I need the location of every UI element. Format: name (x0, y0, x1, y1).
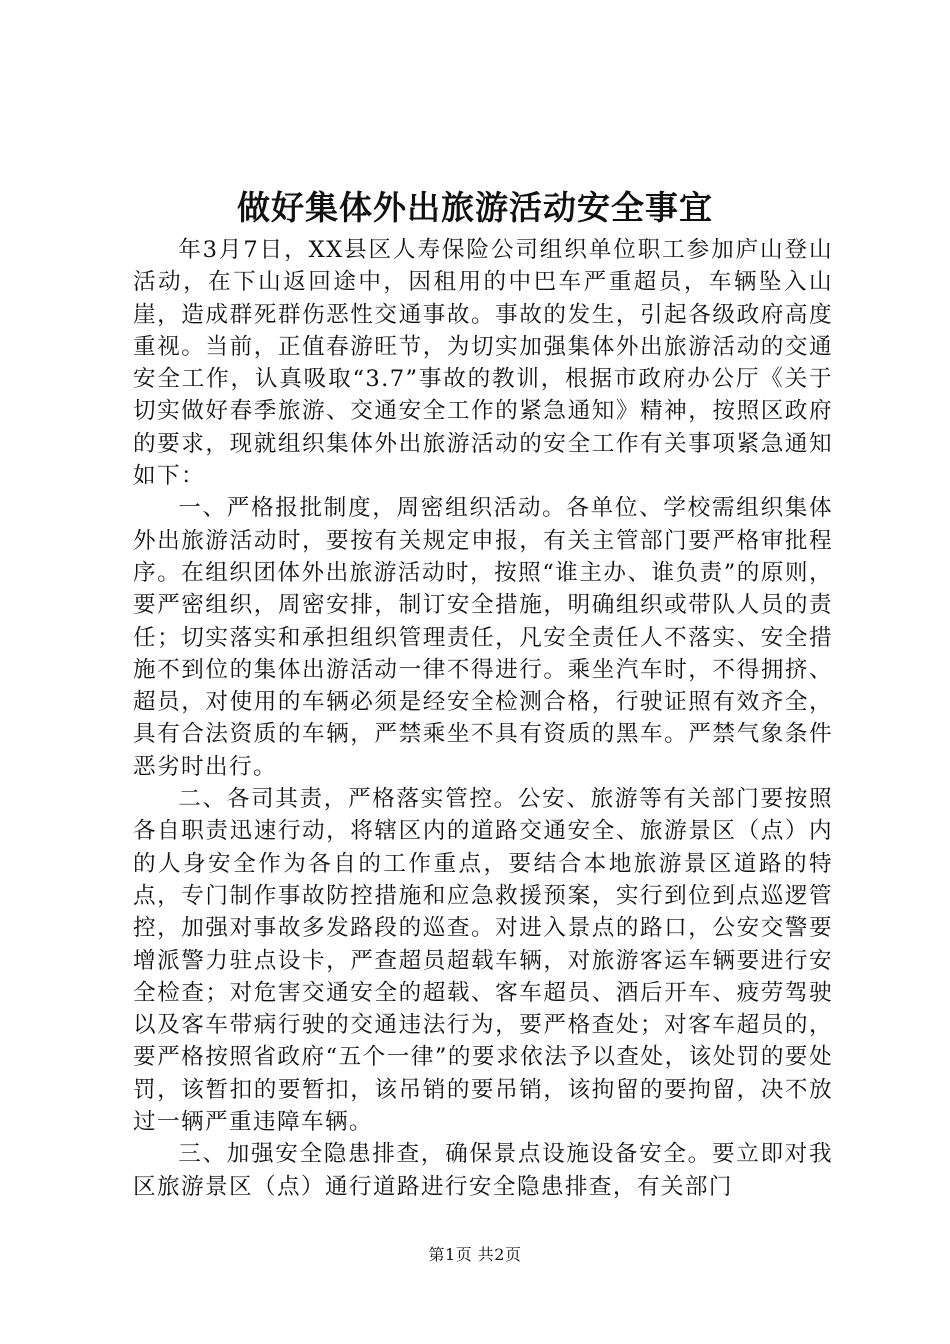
page-number-footer: 第1页 共2页 (428, 1245, 522, 1264)
document-body (133, 234, 833, 1203)
paragraph-intro: 年3月7日，XX县区人寿保险公司组织单位职工参加庐山登山活动，在下山返回途中，因租用的中巴车严重超员，车辆坠入山崖，造成群死群伤恶性交通事故。事故的发生，引起各级政府高度重视。当前，正值春游旺节，为切实加强集体外出旅游活动的交通安全工作，认真吸取“3.7”事故的教训，根据市政府办公厅《关于切实做好春季旅游、交通安全工作的紧急通知》精神，按照区政府的要求，现就组织集体外出旅游活动的安全工作有关事项紧急通知如下： (133, 237, 833, 490)
paragraph-section-1: 一、严格报批制度，周密组织活动。各单位、学校需组织集体外出旅游活动时，要按有关规定申报，有关主管部门要严格审批程序。在组织团体外出旅游活动时，按照“谁主办、谁负责”的原则，要严密组织，周密安排，制订安全措施，明确组织或带队人员的责任；切实落实和承担组织管理责任，凡安全责任人不落实、安全措施不到位的集体出游活动一律不得进行。乘坐汽车时，不得拥挤、超员，对使用的车辆必须是经安全检测合格，行驶证照有效齐全，具有合法资质的车辆，严禁乘坐不具有资质的黑车。严禁气象条件恶劣时出行。 (133, 495, 833, 780)
paragraph-section-2: 二、各司其责，严格落实管控。公安、旅游等有关部门要按照各自职责迅速行动，将辖区内的道路交通安全、旅游景区（点）内的人身安全作为各自的工作重点，要结合本地旅游景区道路的特点，专门制作事故防控措施和应急救援预案，实行到位到点巡逻管控，加强对事故多发路段的巡查。对进入景点的路口，公安交警要增派警力驻点设卡，严查超员超载车辆，对旅游客运车辆要进行安全检查；对危害交通安全的超载、客车超员、酒后开车、疲劳驾驶以及客车带病行驶的交通违法行为，要严格查处；对客车超员的，要严格按照省政府“五个一律”的要求依法予以查处，该处罚的要处罚，该暂扣的要暂扣，该吊销的要吊销，该拘留的要拘留，决不放过一辆严重违障车辆。 (133, 786, 833, 1136)
paragraph-section-3: 三、加强安全隐患排查，确保景点设施设备安全。要立即对我区旅游景区（点）通行道路进行安全隐患排查，有关部门 (133, 1141, 833, 1200)
document-title: 做好集体外出旅游活动安全事宜 (237, 188, 713, 227)
